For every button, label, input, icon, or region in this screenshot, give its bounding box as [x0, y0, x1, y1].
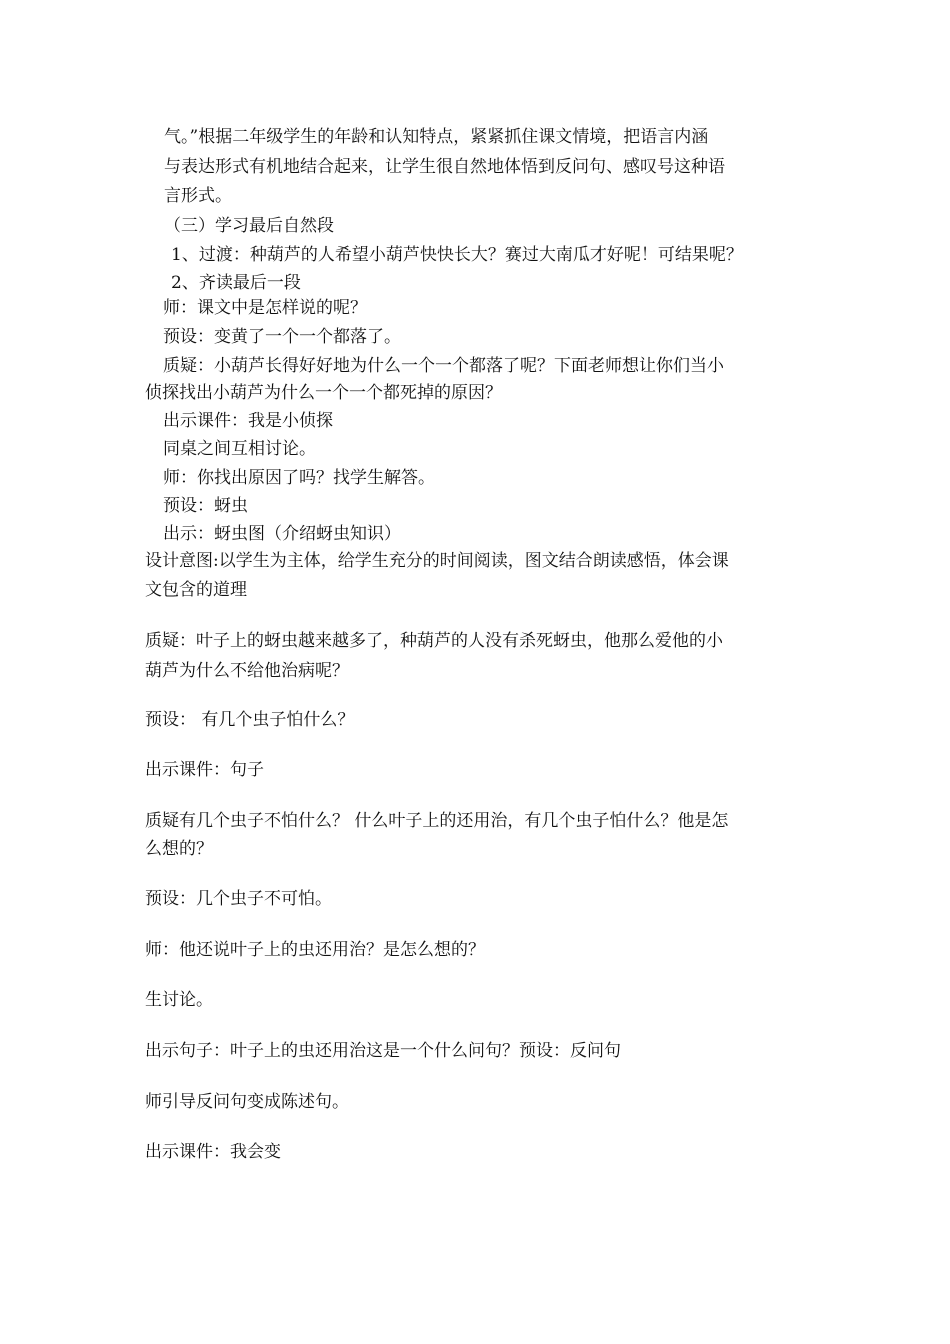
text-line: 质疑有几个虫子不怕什么？ 什么叶子上的还用治，有几个虫子怕什么？他是怎 [145, 811, 729, 831]
text-line: 1、过渡：种葫芦的人希望小葫芦快快长大？赛过大南瓜才好呢！可结果呢？ [171, 245, 743, 265]
text-line: 葫芦为什么不给他治病呢？ [145, 661, 349, 681]
text-line: 侦探找出小葫芦为什么一个一个都死掉的原因？ [145, 383, 502, 403]
text-line: 预设：变黄了一个一个都落了。 [163, 327, 401, 347]
text-line: 质疑：叶子上的蚜虫越来越多了，种葫芦的人没有杀死蚜虫，他那么爱他的小 [145, 631, 723, 651]
text-line: 出示：蚜虫图（介绍蚜虫知识） [163, 524, 401, 544]
text-line: 生讨论。 [145, 990, 213, 1010]
text-line: 质疑：小葫芦长得好好地为什么一个一个都落了呢？下面老师想让你们当小 [163, 356, 724, 376]
text-line: 文包含的道理 [145, 580, 247, 600]
text-line: 预设： 有几个虫子怕什么？ [145, 710, 355, 730]
text-line: 与表达形式有机地结合起来，让学生很自然地体悟到反问句、感叹号这种语 [164, 157, 725, 177]
text-line: 师：课文中是怎样说的呢？ [163, 298, 367, 318]
text-line: 师：你找出原因了吗？找学生解答。 [163, 468, 435, 488]
text-line: 气。”根据二年级学生的年龄和认知特点，紧紧抓住课文情境，把语言内涵 [164, 127, 709, 147]
text-line: 出示课件：我会变 [145, 1142, 281, 1162]
text-line: 师：他还说叶子上的虫还用治？是怎么想的？ [145, 940, 485, 960]
text-line: 出示句子：叶子上的虫还用治这是一个什么问句？预设：反问句 [145, 1041, 621, 1061]
text-line: 师引导反问句变成陈述句。 [145, 1092, 349, 1112]
text-line: 同桌之间互相讨论。 [163, 439, 316, 459]
text-line: 言形式。 [164, 186, 232, 206]
text-line: 预设：几个虫子不可怕。 [145, 889, 332, 909]
text-line: 么想的？ [145, 839, 213, 859]
section-heading: （三）学习最后自然段 [164, 216, 334, 236]
text-line: 出示课件：句子 [145, 760, 264, 780]
text-line: 2、齐读最后一段 [171, 273, 301, 293]
text-line: 出示课件：我是小侦探 [163, 411, 333, 431]
text-line: 设计意图:以学生为主体，给学生充分的时间阅读，图文结合朗读感悟，体会课 [145, 551, 729, 571]
text-line: 预设：蚜虫 [163, 496, 248, 516]
